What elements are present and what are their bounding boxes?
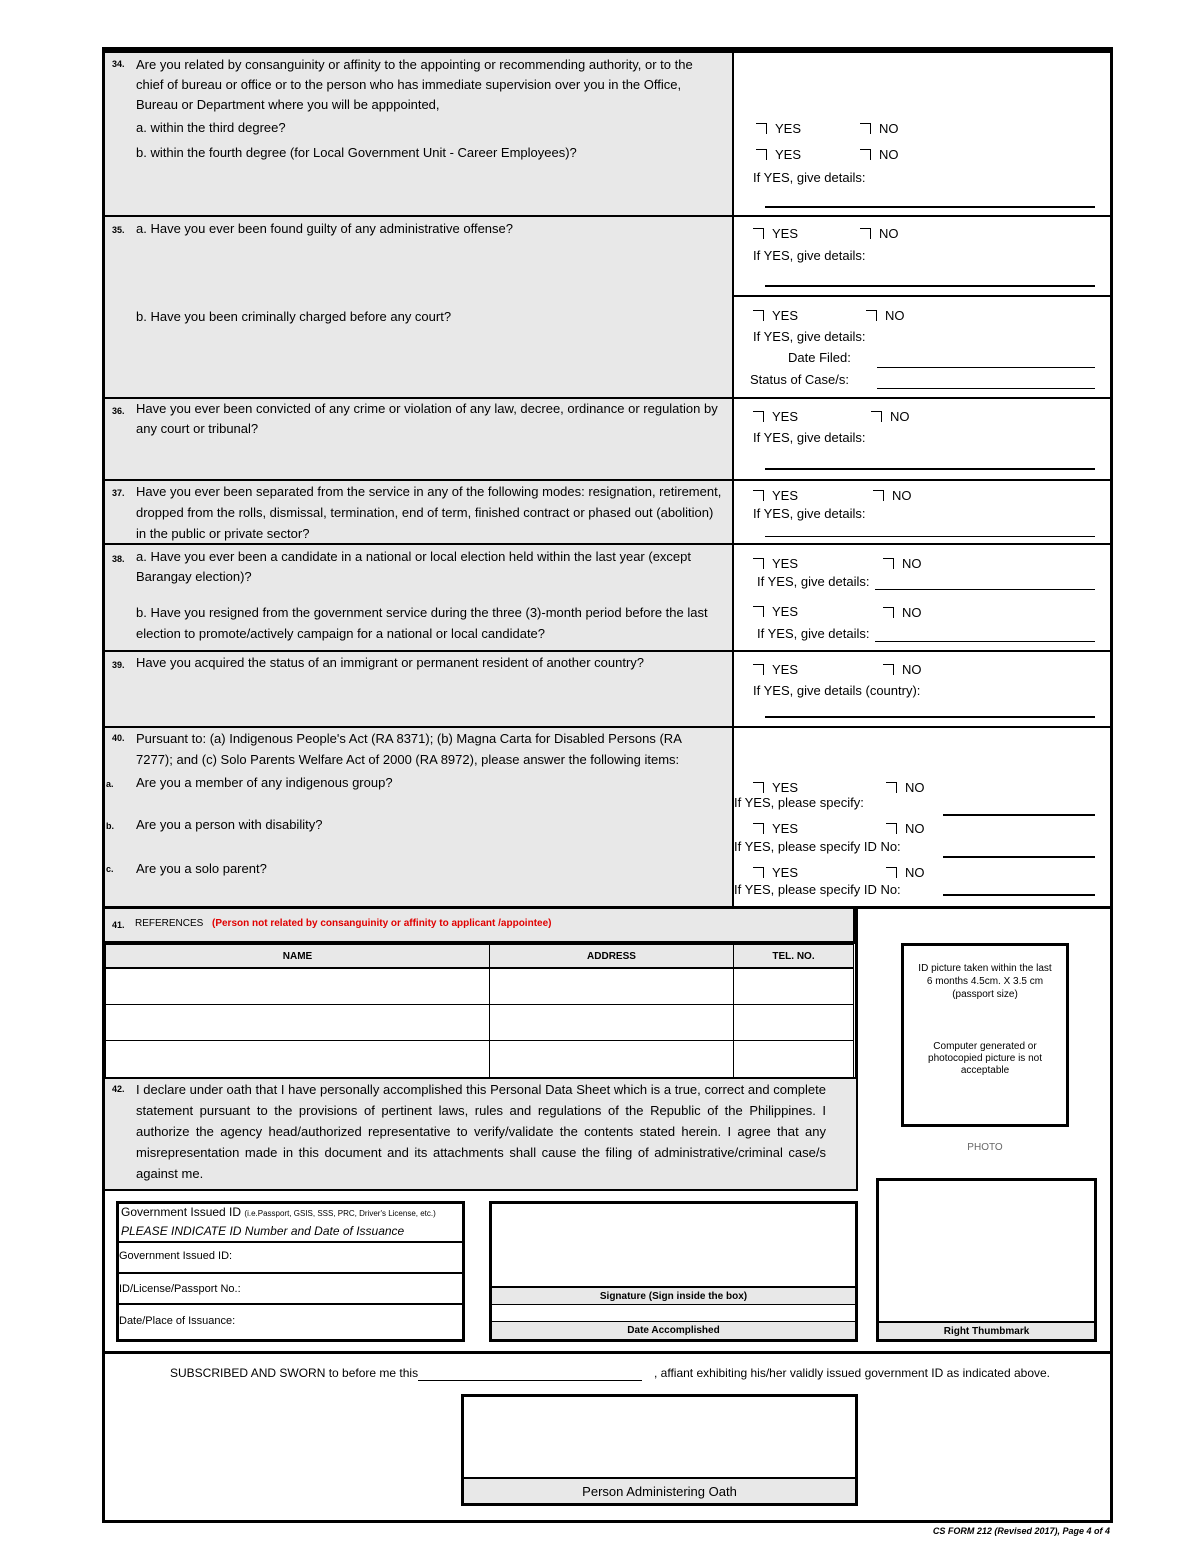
ref-row3-name[interactable] [105, 1040, 490, 1078]
q34b-no-checkbox[interactable]: NO [860, 147, 899, 162]
photo-caption: PHOTO [967, 1142, 1003, 1153]
ref-row3-address[interactable] [489, 1040, 734, 1078]
govid-title: Government Issued ID (i.e.Passport, GSIS, SSS, PRC, Driver's License, etc.) [121, 1205, 436, 1219]
q40b-text: Are you a person with disability? [136, 817, 323, 832]
govid-field-number[interactable]: ID/License/Passport No.: [119, 1283, 241, 1295]
date-accomplished-label: Date Accomplished [492, 1321, 855, 1339]
q40c-specify-line[interactable] [943, 894, 1095, 896]
q35b-date-filed-line[interactable] [877, 367, 1095, 368]
ref-row3-tel[interactable] [733, 1040, 854, 1078]
q40-number: 40. [112, 733, 125, 743]
q38a-text: a. Have you ever been a candidate in a national or local election held within the last year (except Barangay election)? [136, 549, 692, 584]
q40c-specify-label: If YES, please specify ID No: [734, 882, 901, 897]
q40c-text: Are you a solo parent? [136, 861, 267, 876]
photo-warning: Computer generated or photocopied picture is not acceptable [928, 1041, 1042, 1076]
q40b-specify-line[interactable] [943, 856, 1095, 858]
q34a-no-checkbox[interactable]: NO [860, 121, 899, 136]
q37-yes-checkbox[interactable]: YES [753, 488, 798, 503]
references-title: REFERENCES [135, 918, 204, 929]
q34-text: Are you related by consanguinity or affinity to the appointing or recommending authority, or to the chief of bureau or office or to the person who has immediate supervision over you in the Office, Bureau or Department where you will be apppointed, [136, 57, 693, 112]
references-note: (Person not related by consanguinity or affinity to applicant /appointee) [212, 918, 552, 929]
q35b-details-label: If YES, give details: [753, 329, 866, 344]
q34-number: 34. [112, 59, 125, 69]
q40a-yes-checkbox[interactable]: YES [753, 780, 798, 795]
q36-details-line[interactable] [765, 468, 1095, 470]
q37-details-label: If YES, give details: [753, 506, 866, 521]
thumbmark-label: Right Thumbmark [879, 1321, 1094, 1339]
govid-field-id[interactable]: Government Issued ID: [119, 1250, 233, 1262]
q38a-details-line[interactable] [875, 589, 1095, 590]
q40a-letter: a. [106, 779, 114, 789]
q34-details-line[interactable] [765, 206, 1095, 208]
q34a-text: a. within the third degree? [136, 120, 286, 135]
ref-row1-name[interactable] [105, 968, 490, 1005]
signature-label: Signature (Sign inside the box) [492, 1286, 855, 1304]
q39-yes-checkbox[interactable]: YES [753, 662, 798, 677]
q38-number: 38. [112, 554, 125, 564]
ref-row2-address[interactable] [489, 1004, 734, 1041]
q40c-yes-checkbox[interactable]: YES [753, 865, 798, 880]
q40c-letter: c. [106, 864, 114, 874]
q36-text: Have you ever been convicted of any crime or violation of any law, decree, ordinance or regulation by any court or tribunal? [136, 401, 718, 436]
q42-number: 42. [112, 1084, 125, 1094]
q38a-yes-checkbox[interactable]: YES [753, 556, 798, 571]
q37-no-checkbox[interactable]: NO [873, 488, 912, 503]
thumbmark-box[interactable] [876, 1178, 1097, 1342]
q34b-text: b. within the fourth degree (for Local Government Unit - Career Employees)? [136, 145, 577, 160]
q41-number: 41. [112, 920, 125, 930]
q39-details-label: If YES, give details (country): [753, 683, 921, 698]
ref-row1-address[interactable] [489, 968, 734, 1005]
q36-yes-checkbox[interactable]: YES [753, 409, 798, 424]
q40a-specify-label: If YES, please specify: [734, 795, 864, 810]
q40b-yes-checkbox[interactable]: YES [753, 821, 798, 836]
q40b-specify-label: If YES, please specify ID No: [734, 839, 901, 854]
form-footer: CS FORM 212 (Revised 2017), Page 4 of 4 [932, 1526, 1110, 1536]
q35a-yes-checkbox[interactable]: YES [753, 226, 798, 241]
q40b-no-checkbox[interactable]: NO [886, 821, 925, 836]
q35a-details-line[interactable] [765, 285, 1095, 287]
q38b-details-label: If YES, give details: [757, 626, 870, 641]
oath-text-left: SUBSCRIBED AND SWORN to before me this [170, 1366, 419, 1380]
govid-instruction: PLEASE INDICATE ID Number and Date of Issuance [121, 1224, 405, 1238]
q35a-text: a. Have you ever been found guilty of any administrative offense? [136, 221, 513, 236]
photo-instruction: ID picture taken within the last 6 months 4.5cm. X 3.5 cm (passport size) [918, 963, 1052, 1000]
q35b-status-line[interactable] [877, 388, 1095, 389]
q40c-no-checkbox[interactable]: NO [886, 865, 925, 880]
q35a-details-label: If YES, give details: [753, 248, 866, 263]
q35b-status-label: Status of Case/s: [750, 372, 849, 387]
q39-number: 39. [112, 660, 125, 670]
ref-row2-name[interactable] [105, 1004, 490, 1041]
q36-number: 36. [112, 406, 125, 416]
q37-number: 37. [112, 488, 125, 498]
oath-text-right: , affiant exhibiting his/her validly issued government ID as indicated above. [654, 1366, 1051, 1380]
ref-row1-tel[interactable] [733, 968, 854, 1005]
q38b-no-checkbox[interactable]: NO [883, 605, 922, 620]
person-administering-oath-label: Person Administering Oath [464, 1477, 855, 1503]
q35b-no-checkbox[interactable]: NO [866, 308, 905, 323]
q35b-yes-checkbox[interactable]: YES [753, 308, 798, 323]
q38a-details-label: If YES, give details: [757, 574, 870, 589]
q34a-yes-checkbox[interactable]: YES [756, 121, 801, 136]
q38b-yes-checkbox[interactable]: YES [753, 604, 798, 619]
q35-number: 35. [112, 225, 125, 235]
q36-details-label: If YES, give details: [753, 430, 866, 445]
q39-text: Have you acquired the status of an immigrant or permanent resident of another country? [136, 655, 645, 670]
q38b-details-line[interactable] [875, 641, 1095, 642]
ref-col-tel: TEL. NO. [733, 944, 854, 968]
q34b-yes-checkbox[interactable]: YES [756, 147, 801, 162]
q38b-text: b. Have you resigned from the government service during the three (3)-month period before the last election to promote/actively campaign for a national or local candidate? [136, 605, 708, 641]
q40b-letter: b. [106, 821, 114, 831]
ref-col-name: NAME [105, 944, 490, 968]
ref-col-address: ADDRESS [489, 944, 734, 968]
q40-text: Pursuant to: (a) Indigenous People's Act (RA 8371); (b) Magna Carta for Disabled Persons (RA 7277); and (c) Solo Parents Welfare Act of 2000 (RA 8972), please answer the following items: [136, 731, 682, 767]
q42-text: I declare under oath that I have personally accomplished this Personal Data Sheet which is a true, correct and complete statement pursuant to the provisions of pertinent laws, rules and regulations of the Republic of the Philippines. I authorize the agency head/authorized representative to verify/validate the contents stated herein. I agree that any misrepresentation made in this document and its attachments shall cause the filing of administrative/criminal case/s against me. [136, 1082, 826, 1181]
q36-no-checkbox[interactable]: NO [871, 409, 910, 424]
q34-details-label: If YES, give details: [753, 170, 866, 185]
q37-details-line[interactable] [765, 536, 1095, 537]
q35a-no-checkbox[interactable]: NO [860, 226, 899, 241]
govid-field-issuance[interactable]: Date/Place of Issuance: [119, 1315, 236, 1327]
q39-no-checkbox[interactable]: NO [883, 662, 922, 677]
q35b-date-filed-label: Date Filed: [788, 350, 851, 365]
q40a-specify-line[interactable] [943, 814, 1095, 816]
q39-details-line[interactable] [765, 716, 1095, 718]
q37-text: Have you ever been separated from the service in any of the following modes: resignation, retirement, dropped from the rolls, dismissal, termination, end of term, finished contract or phased out (abolition) in the public or private sector? [136, 484, 722, 541]
q40a-no-checkbox[interactable]: NO [886, 780, 925, 795]
q35b-text: b. Have you been criminally charged before any court? [136, 309, 452, 324]
ref-row2-tel[interactable] [733, 1004, 854, 1041]
q40a-text: Are you a member of any indigenous group? [136, 775, 393, 790]
q38a-no-checkbox[interactable]: NO [883, 556, 922, 571]
oath-date-line[interactable] [418, 1380, 642, 1381]
